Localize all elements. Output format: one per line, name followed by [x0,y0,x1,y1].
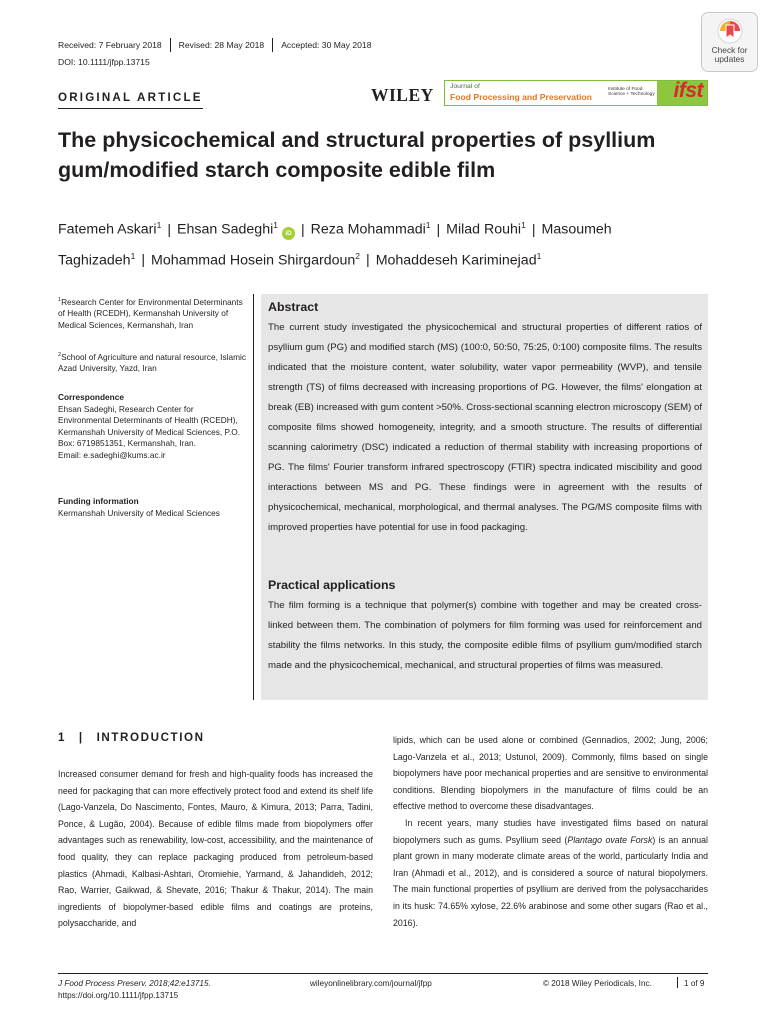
copyright: © 2018 Wiley Periodicals, Inc. [543,979,652,988]
affiliation-number: 2 [58,352,62,358]
check-for-updates-line1: Check for [711,45,748,55]
author-line-1: Fatemeh Askari$^1$ | Ehsan Sadeghi$^1$ iD | Reza Mohammadi$^1$ | Milad Rouhi$^1$ | Masoumeh [58,220,612,238]
funding-text: Kermanshah University of Medical Sciences [58,507,220,518]
paragraph: Increased consumer demand for fresh and high-quality foods has increased the need for packaging that can more effectively protect food and extend its shelf life (Lago-Vanzela, Do Nascimento, Fontes, Mauro, & Kimura, 2013; Parra, Tadini, Ponce, & Lugão, 2004). Because of edible films made from biopolymers offer advantages such as renewability, low-cost, accessibility, and the maintenance of food quality, they can replace packaging produced from petroleum-based plastics (Ahmadi, Kalbasi-Ashtari, Oromiehie, Yarmand, & Jahandideh, 2012; Rao, Warrier, Gaikwad, & Shevate, 2016; Thakur & Thakur, 2014). The main ingredients of biopolymer-based edible films and coatings are proteins, polysaccharide, and [58,769,373,929]
author-affiliation: 1 [536,250,542,261]
correspondence-text: Ehsan Sadeghi, Research Center for Environmental Determinants of Health (RCEDH), Kermanshah University of Medical Sciences, P.O. Box: 6719851351, Kermanshah, Iran. [58,403,240,448]
article-type-label: ORIGINAL ARTICLE [58,91,203,104]
author-name[interactable]: Mohammad Hosein Shirgardoun [151,252,356,269]
author-name[interactable]: Reza Mohammadi [310,221,426,238]
divider [170,38,171,52]
orcid-icon[interactable]: iD [282,227,295,240]
author-affiliation: 1 [130,250,136,261]
paragraph-part: ) is an annual plant grown in many moderate climate areas of the world, particularly India and Iran (Ahmadi et al., 2012), and is considered a source of natural biopolymers. The main functional properties of psyllium are derived from the polysaccharides in its husk: 74.65% xylose, 22.6% arabinose and some other sugars (Rao et al., 2016). [393,834,708,928]
section-heading: 1 | INTRODUCTION [58,731,205,744]
history-dates [58,38,371,52]
section-title: INTRODUCTION [96,731,205,744]
abstract-text: The current study investigated the physicochemical and structural properties of different ratios of psyllium gum (PG) and modified starch (MS) (100:0, 50:50, 75:25, 0:100) composite films. The results indicated that the moisture content, water solubility, water vapor permeability (WVP), and tensile strength (TS) of films decreased with increasing proportions of PG. However, the films' elongation at break (EB) increased with gum content >50%. Cross-sectional scanning electron microscopy (SEM) of composite films showed homogeneity, integrity, and a smooth structure. The results of differential scanning calorimetry (DSC) indicated a reduction of thermal stability with increasing proportions of PG. The films' Fourier transform infrared spectroscopy (FTIR) spectra indicated miscibility and good interactions between MS and PG. These findings were in agreement with the results of physicochemical, mechanical, morphological, and thermal analyses. The PG/MS composite films with improved properties have potential for use in food packaging. [268,322,702,533]
doi-link[interactable]: https://doi.org/10.1111/jfpp.13715 [58,990,179,1000]
author-affiliation: 1 [521,220,526,230]
author-name[interactable]: Ehsan Sadeghi [177,221,274,238]
journal-name: Food Processing and Preservation [450,92,592,102]
ifst-logo: ifst [673,79,703,102]
journal-banner[interactable] [444,80,708,106]
author-affiliation: 1 [425,220,431,230]
article-title: The physicochemical and structural properties of psyllium gum/modified starch composite edible film [58,128,656,182]
author-affiliation: 2 [355,250,360,261]
author-affiliation: 1 [156,220,162,230]
intro-right-column [393,732,708,931]
doi[interactable]: DOI: 10.1111/jfpp.13715 [58,57,150,67]
correspondence-email[interactable]: Email: e.sadeghi@kums.ac.ir [58,449,166,460]
page-number: 1 of 9 [684,979,705,988]
practical-applications-text: The film forming is a technique that polymer(s) combine with together and may be created cross-linked between them. The combination of polymers for film forming was used for reinforcement and stability the films networks. In this study, the composite edible films of psyllium gum/modified starch made and the physicochemical, mechanical, and structural properties of films was measured. [268,600,702,671]
paragraph [393,815,708,931]
author-name[interactable]: Fatemeh Askari [58,221,157,238]
bookmark-icon [717,18,743,44]
author-affiliation: 1 [273,220,278,230]
author-list [58,212,708,273]
affiliation-text: School of Agriculture and natural resource, Islamic Azad University, Yazd, Iran [58,351,246,374]
divider [272,38,273,52]
funding-heading: Funding information [58,496,139,506]
paragraph: lipids, which can be used alone or combined (Gennadios, 2002; Jung, 2006; Lago-Vanzela et al., 2013; Ustunol, 2009). Commonly, films based on single biopolymers have poor mechanical properties and are sensitive to environmental conditions. Blending biopolymers in the manufacture of films could be an effective method to overcome these disadvantages. [393,735,708,812]
footer-citation [58,978,211,1001]
correspondence [58,392,248,461]
author-name-first[interactable]: Masoumeh [541,221,612,238]
author-name[interactable]: Milad Rouhi [446,221,522,238]
citation: J Food Process Preserv. 2018;42:e13715. [58,979,211,988]
author-line-2: Taghizadeh$^1$ | Mohammad Hosein Shirgardoun$^2$ | Mohaddeseh Kariminejad$^1$ [58,250,542,269]
intro-left-column [58,766,373,932]
publisher-logo: WILEY [371,85,434,105]
footer-rule [58,973,708,974]
practical-applications-heading: Practical applications [268,578,396,592]
affiliation-1 [58,295,248,331]
accepted-date: Accepted: 30 May 2018 [281,40,372,50]
correspondence-heading: Correspondence [58,392,124,402]
journal-website[interactable]: wileyonlinelibrary.com/journal/jfpp [310,979,432,988]
revised-date: Revised: 28 May 2018 [178,40,265,50]
section-number: 1 [58,731,67,744]
check-for-updates-badge[interactable] [701,12,758,72]
affiliation-number: 1 [58,297,62,303]
journal-of: Journal of [450,83,480,90]
author-name[interactable]: Mohaddeseh Kariminejad [375,252,537,269]
article-type [58,91,203,104]
abstract-box [261,294,708,700]
received-date: Received: 7 February 2018 [58,40,162,50]
check-for-updates-line2: updates [714,54,745,64]
article-type-underline [58,108,203,109]
funding-information [58,496,248,519]
species-name: Plantago ovate Forsk [567,834,653,845]
paragraph-part: In recent years, many studies have investigated films based on natural biopolymers such as gums. Psyllium seed ( [393,817,708,845]
footer-divider [677,977,678,988]
affiliation-2 [58,350,248,375]
affiliation-text: Research Center for Environmental Determinants of Health (RCEDH), Kermanshah University of Medical Sciences, Kermanshah, Iran [58,296,243,330]
column-divider [253,294,254,700]
author-name-last[interactable]: Taghizadeh [58,252,131,269]
abstract-heading: Abstract [268,300,319,314]
institute-name: Institute of Food Science + Technology [608,87,655,98]
